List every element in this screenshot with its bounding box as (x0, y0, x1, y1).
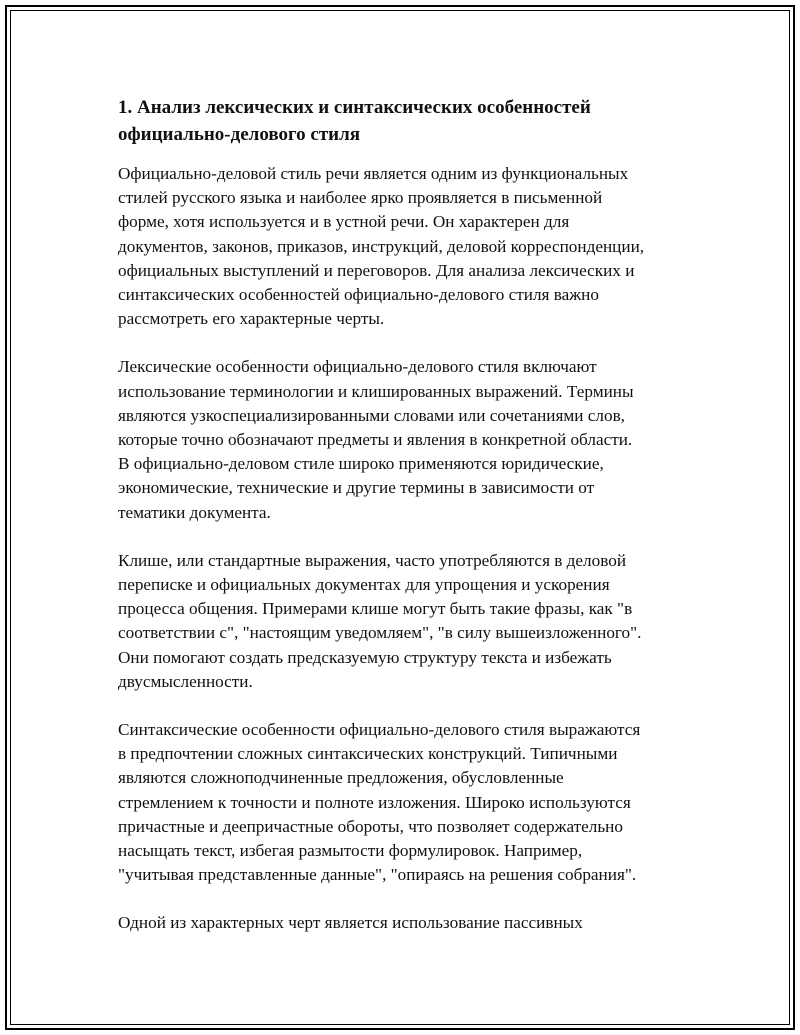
document-body (118, 94, 698, 960)
text-line: стремлением к точности и полноте изложения. Широко используются (118, 792, 631, 812)
section-title (118, 94, 698, 148)
paragraph-lexical-features (118, 355, 698, 524)
text-line: рассмотреть его характерные черты. (118, 309, 385, 329)
text-line: документов, законов, приказов, инструкций, деловой корреспонденции, (118, 236, 645, 256)
text-line: в предпочтении сложных синтаксических конструкций. Типичными (118, 744, 618, 764)
text-line: являются сложноподчиненные предложения, обусловленные (118, 768, 564, 788)
text-line: причастные и деепричастные обороты, что позволяет содержательно (118, 816, 623, 836)
text-line: синтаксических особенностей официально-делового стиля важно (118, 285, 599, 305)
text-line: которые точно обозначают предметы и явления в конкретной области. (118, 430, 633, 450)
text-line: стилей русского языка и наиболее ярко проявляется в письменной (118, 188, 603, 208)
text-line: использование терминологии и клишированных выражений. Термины (118, 381, 634, 401)
paragraph-cliches (118, 549, 698, 694)
text-line: официальных выступлений и переговоров. Для анализа лексических и (118, 260, 635, 280)
text-line: экономические, технические и другие термины в зависимости от (118, 478, 595, 498)
text-line: двусмысленности. (118, 671, 253, 691)
title-line: официально-делового стиля (118, 124, 361, 145)
text-line: форме, хотя используется и в устной речи. Он характерен для (118, 212, 570, 232)
paragraph-intro (118, 162, 698, 331)
text-line: тематики документа. (118, 502, 271, 522)
text-line: Официально-деловой стиль речи является одним из функциональных (118, 164, 629, 183)
paragraph-syntactic-features (118, 718, 698, 887)
text-line: Клише, или стандартные выражения, часто употребляются в деловой (118, 550, 627, 570)
title-line: 1. Анализ лексических и синтаксических особенностей (118, 97, 591, 118)
text-line: процесса общения. Примерами клише могут быть такие фразы, как "в (118, 599, 633, 619)
text-line: насыщать текст, избегая размытости формулировок. Например, (118, 841, 583, 861)
text-line: Одной из характерных черт является использование пассивных (118, 913, 583, 933)
paragraph-passive-constructions (118, 911, 698, 935)
text-line: "учитывая представленные данные", "опираясь на решения собрания". (118, 865, 637, 885)
text-line: Синтаксические особенности официально-делового стиля выражаются (118, 720, 641, 740)
text-line: соответствии с", "настоящим уведомляем", "в силу вышеизложенного". (118, 623, 642, 643)
text-line: В официально-деловом стиле широко применяются юридические, (118, 454, 604, 474)
text-line: Они помогают создать предсказуемую структуру текста и избежать (118, 647, 612, 667)
text-line: Лексические особенности официально-делового стиля включают (118, 357, 597, 377)
text-line: являются узкоспециализированными словами или сочетаниями слов, (118, 405, 625, 425)
text-line: переписке и официальных документах для упрощения и ускорения (118, 575, 610, 595)
